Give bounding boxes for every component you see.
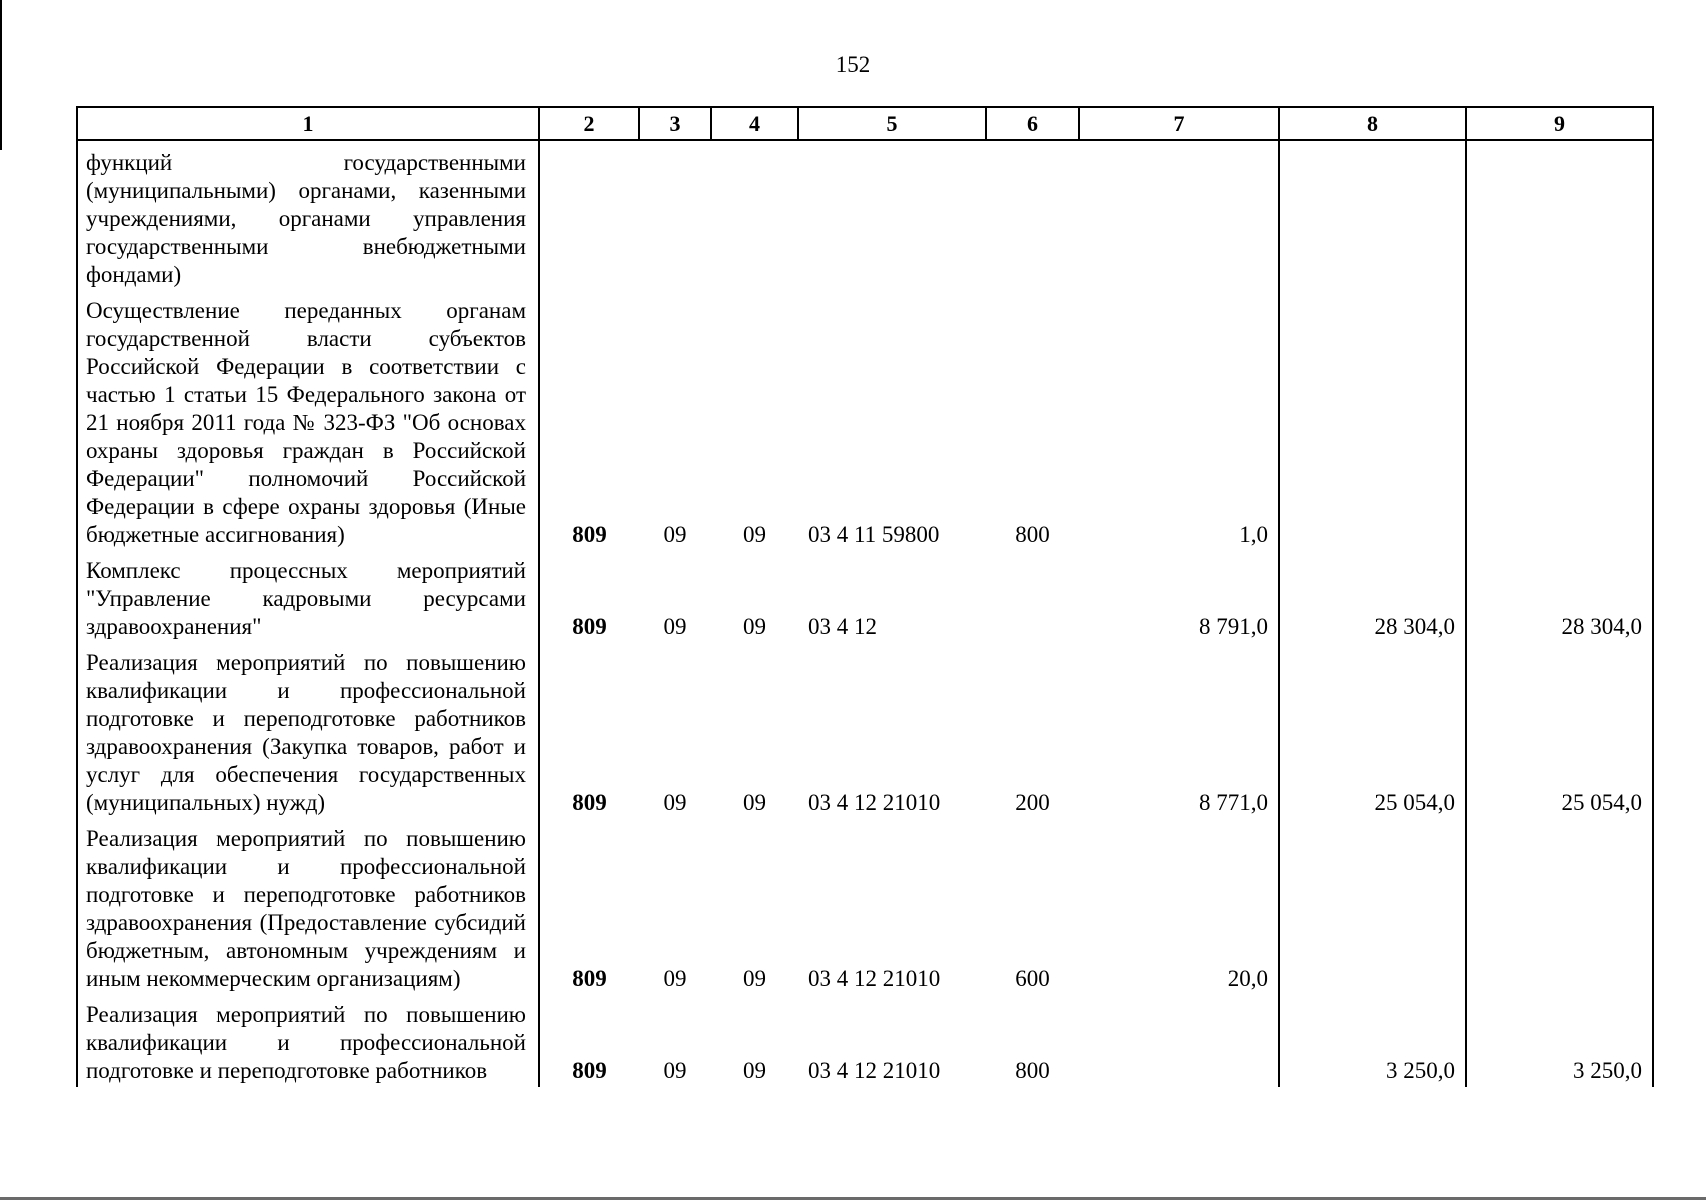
row-description: Осуществление переданных органам государственной власти субъектов Российской Федерации в соответствии с частью 1 статьи 15 Федерального закона от 21 ноября 2011 года № 323-ФЗ "Об основах охраны здоровья граждан в Российской Федерации" полномочий Российской Федерации в сфере охраны здоровья (Иные бюджетные ассигнования)	[77, 289, 539, 549]
cell-amount-col7: 8 771,0	[1079, 641, 1279, 817]
cell-section: 09	[663, 522, 687, 547]
cell-amount-col9	[1466, 817, 1653, 993]
cell-target-article	[798, 140, 986, 289]
column-header: 4	[711, 107, 798, 140]
cell-expense-type	[986, 140, 1079, 289]
cell-amount-col7	[1079, 993, 1279, 1087]
cell-expense-type: 800	[1015, 1058, 1050, 1083]
cell-expense-type: 800	[1015, 522, 1050, 547]
cell-amount-col9: 25 054,0	[1466, 641, 1653, 817]
column-header: 6	[986, 107, 1079, 140]
cell-amount-col8	[1279, 817, 1466, 993]
cell-amount-col9: 28 304,0	[1466, 549, 1653, 641]
cell-subsection: 09	[743, 522, 766, 547]
table-header-row	[77, 107, 1653, 140]
cell-section: 09	[663, 614, 687, 639]
budget-table	[76, 106, 1654, 1087]
row-description: Реализация мероприятий по повышению квалификации и профессиональной подготовке и переподготовке работников здравоохранения (Предоставление субсидий бюджетным, автономным учреждениям и иным некоммерческим организациям)	[77, 817, 539, 993]
cell-ministry-code	[539, 140, 639, 289]
cell-subsection: 09	[743, 614, 766, 639]
cell-ministry-code: 809	[539, 641, 639, 817]
cell-section: 09	[663, 790, 687, 815]
column-header: 2	[539, 107, 639, 140]
cell-ministry-code: 809	[539, 549, 639, 641]
cell-subsection: 09	[743, 1058, 766, 1083]
column-header: 5	[798, 107, 986, 140]
table-row	[77, 549, 1653, 641]
cell-amount-col7: 20,0	[1079, 817, 1279, 993]
cell-amount-col8: 3 250,0	[1279, 993, 1466, 1087]
row-description: функций государственными (муниципальными) органами, казенными учреждениями, органами управления государственными внебюджетными фондами)	[77, 140, 539, 289]
cell-section: 09	[663, 966, 687, 991]
cell-amount-col9	[1466, 140, 1653, 289]
table-row	[77, 817, 1653, 993]
cell-amount-col7: 1,0	[1079, 289, 1279, 549]
cell-section	[639, 140, 711, 289]
cell-target-article: 03 4 12 21010	[808, 1058, 941, 1083]
column-header: 3	[639, 107, 711, 140]
cell-target-article: 03 4 12 21010	[808, 790, 941, 815]
row-description: Реализация мероприятий по повышению квалификации и профессиональной подготовке и переподготовке работников	[77, 993, 539, 1087]
cell-amount-col8: 28 304,0	[1279, 549, 1466, 641]
table-row	[77, 641, 1653, 817]
cell-subsection: 09	[743, 966, 766, 991]
cell-target-article: 03 4 12	[808, 614, 877, 639]
row-description: Реализация мероприятий по повышению квалификации и профессиональной подготовке и переподготовке работников здравоохранения (Закупка товаров, работ и услуг для обеспечения государственных (муниципальных) нужд)	[77, 641, 539, 817]
cell-amount-col9	[1466, 289, 1653, 549]
column-header: 8	[1279, 107, 1466, 140]
row-description: Комплекс процессных мероприятий "Управление кадровыми ресурсами здравоохранения"	[77, 549, 539, 641]
cell-ministry-code: 809	[539, 289, 639, 549]
cell-amount-col8: 25 054,0	[1279, 641, 1466, 817]
cell-ministry-code: 809	[539, 817, 639, 993]
table-row	[77, 140, 1653, 289]
column-header: 9	[1466, 107, 1653, 140]
cell-expense-type	[986, 549, 1079, 641]
column-header: 1	[77, 107, 539, 140]
cell-amount-col7	[1079, 140, 1279, 289]
cell-target-article: 03 4 11 59800	[808, 522, 940, 547]
cell-amount-col9: 3 250,0	[1466, 993, 1653, 1087]
cell-section: 09	[663, 1058, 687, 1083]
cell-amount-col8	[1279, 140, 1466, 289]
page-number: 152	[835, 52, 871, 77]
cell-subsection	[711, 140, 798, 289]
cell-amount-col7: 8 791,0	[1079, 549, 1279, 641]
table-row	[77, 993, 1653, 1087]
cell-amount-col8	[1279, 289, 1466, 549]
cell-target-article: 03 4 12 21010	[808, 966, 941, 991]
cell-ministry-code: 809	[539, 993, 639, 1087]
cell-expense-type: 200	[1015, 790, 1050, 815]
table-row	[77, 289, 1653, 549]
column-header: 7	[1079, 107, 1279, 140]
cell-expense-type: 600	[1015, 966, 1050, 991]
cell-subsection: 09	[743, 790, 766, 815]
